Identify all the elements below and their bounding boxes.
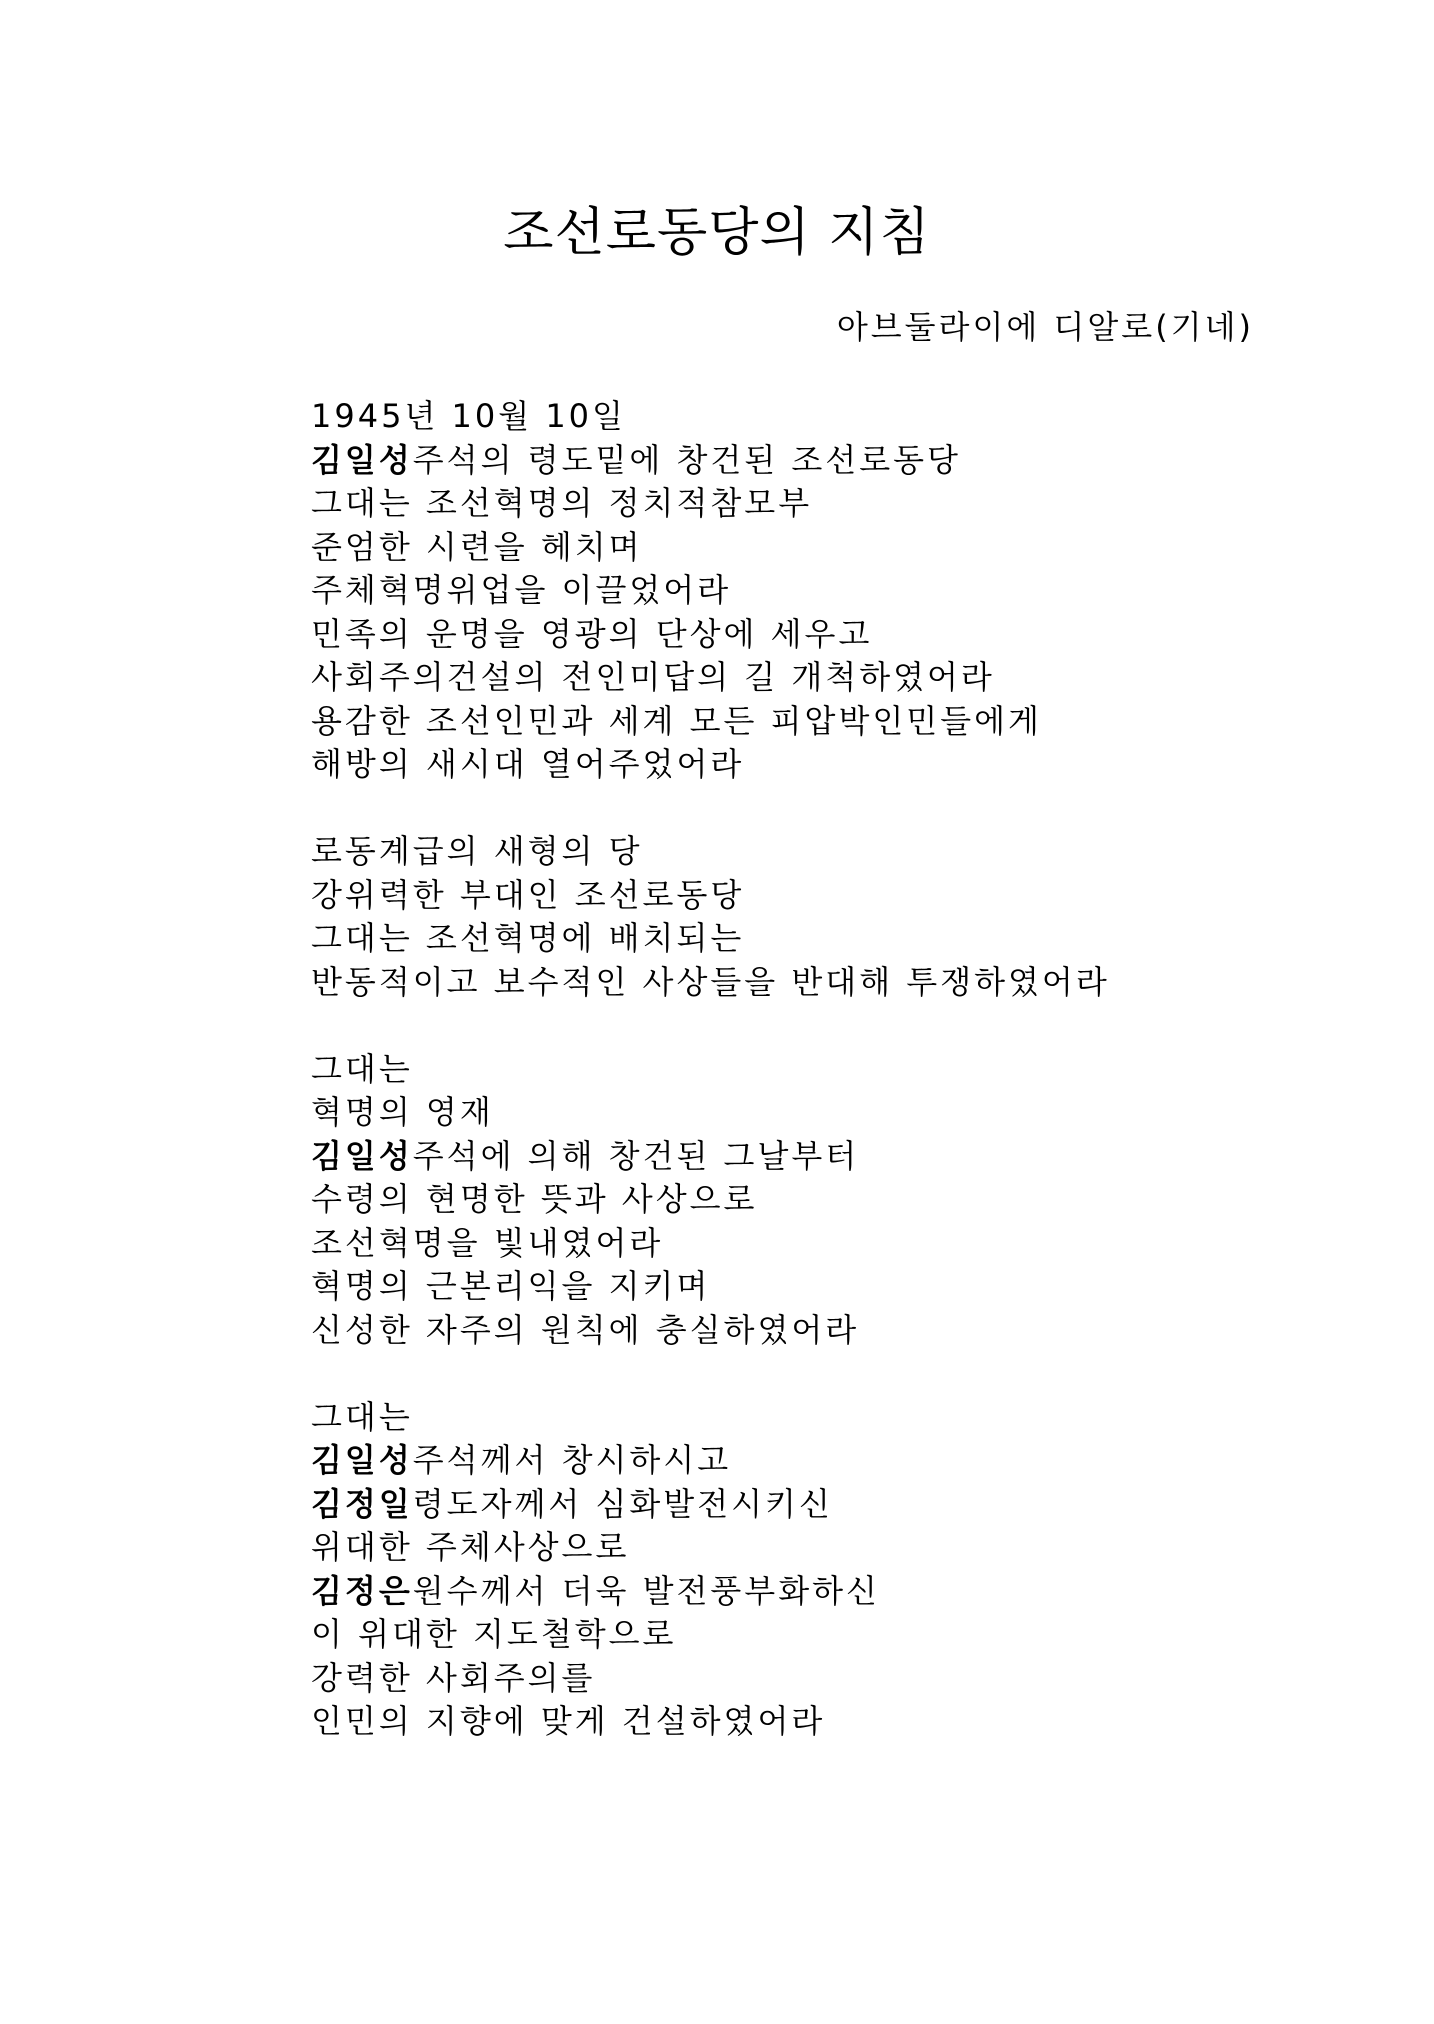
poem-line — [311, 1483, 1361, 1527]
poem-line — [311, 700, 1361, 744]
line-text: 그대는 — [311, 1397, 413, 1436]
line-text: 해방의 새시대 열어주었어라 — [311, 745, 745, 783]
leader-name: 김정일 — [311, 1484, 413, 1523]
line-text: 강력한 사회주의를 — [311, 1658, 596, 1697]
line-text: 령도자께서 심화발전시키신 — [412, 1484, 833, 1523]
line-text: 반동적이고 보수적인 사상들을 반대해 투쟁하였어라 — [311, 962, 1110, 1001]
poem-line — [311, 439, 1361, 483]
line-text: 주체혁명위업을 이끌었어라 — [311, 571, 732, 609]
poem-line — [311, 1700, 1361, 1744]
poem-line — [311, 1613, 1361, 1657]
line-text: 사회주의건설의 전인미답의 길 개척하였어라 — [311, 658, 995, 696]
poem-line — [311, 1396, 1361, 1440]
stanza — [311, 1048, 1361, 1353]
line-text: 주석께서 창시하시고 — [412, 1441, 732, 1479]
line-text: 민족의 운명을 영광의 단상에 세우고 — [311, 614, 873, 653]
line-text: 인민의 지향에 맞게 건설하였어라 — [311, 1702, 826, 1740]
line-text: 조선혁명을 빛내였어라 — [311, 1223, 664, 1262]
poem-line — [311, 1265, 1361, 1309]
stanza — [311, 395, 1361, 787]
line-text: 주석의 령도밑에 창건된 조선로동당 — [412, 440, 961, 479]
poem-line — [311, 569, 1361, 613]
poem-line — [311, 917, 1361, 961]
leader-name: 김일성 — [311, 1136, 413, 1175]
poem-line — [311, 743, 1361, 787]
line-text: 주석에 의해 창건된 그날부터 — [412, 1136, 860, 1175]
line-text: 그대는 — [311, 1049, 413, 1088]
line-text: 이 위대한 지도철학으로 — [311, 1615, 677, 1653]
poem-line — [311, 1657, 1361, 1701]
poem-line — [311, 526, 1361, 570]
poem-line — [311, 874, 1361, 918]
line-text: 준엄한 시련을 헤치며 — [311, 527, 643, 566]
line-text: 혁명의 근본리익을 지키며 — [311, 1267, 711, 1305]
line-text: 신성한 자주의 원칙에 충실하였어라 — [311, 1310, 860, 1349]
line-text: 혁명의 영재 — [311, 1093, 494, 1131]
poem-title: 조선로동당의 지침 — [503, 203, 931, 263]
line-text: 로동계급의 새형의 당 — [311, 832, 643, 870]
line-text: 그대는 조선혁명의 정치적참모부 — [311, 484, 813, 522]
line-text: 강위력한 부대인 조선로동당 — [311, 875, 745, 914]
poem-line — [311, 961, 1361, 1005]
leader-name: 김정은 — [311, 1571, 413, 1610]
poem-line — [311, 656, 1361, 700]
poem-line — [311, 1570, 1361, 1614]
line-text: 1945년 10월 10일 — [311, 397, 626, 435]
stanza — [311, 1396, 1361, 1744]
poem-line — [311, 1222, 1361, 1266]
poem-line — [311, 830, 1361, 874]
poem-line — [311, 1135, 1361, 1179]
poem-line — [311, 613, 1361, 657]
poem-line — [311, 1048, 1361, 1092]
line-text: 그대는 조선혁명에 배치되는 — [311, 919, 745, 957]
poem-body — [311, 395, 1361, 1787]
poem-author: 아브둘라이에 디알로(기네) — [836, 308, 1254, 346]
leader-name: 김일성 — [311, 440, 413, 479]
poem-line — [311, 1091, 1361, 1135]
line-text: 수령의 현명한 뜻과 사상으로 — [311, 1180, 758, 1218]
poem-line — [311, 1178, 1361, 1222]
line-text: 용감한 조선인민과 세계 모든 피압박인민들에게 — [311, 701, 1042, 740]
poem-line — [311, 1526, 1361, 1570]
poem-line — [311, 395, 1361, 439]
poem-line — [311, 1439, 1361, 1483]
poem-line — [311, 1309, 1361, 1353]
line-text: 원수께서 더욱 발전풍부화하신 — [412, 1571, 880, 1610]
poem-line — [311, 482, 1361, 526]
leader-name: 김일성 — [311, 1441, 413, 1479]
line-text: 위대한 주체사상으로 — [311, 1528, 630, 1566]
stanza — [311, 830, 1361, 1004]
